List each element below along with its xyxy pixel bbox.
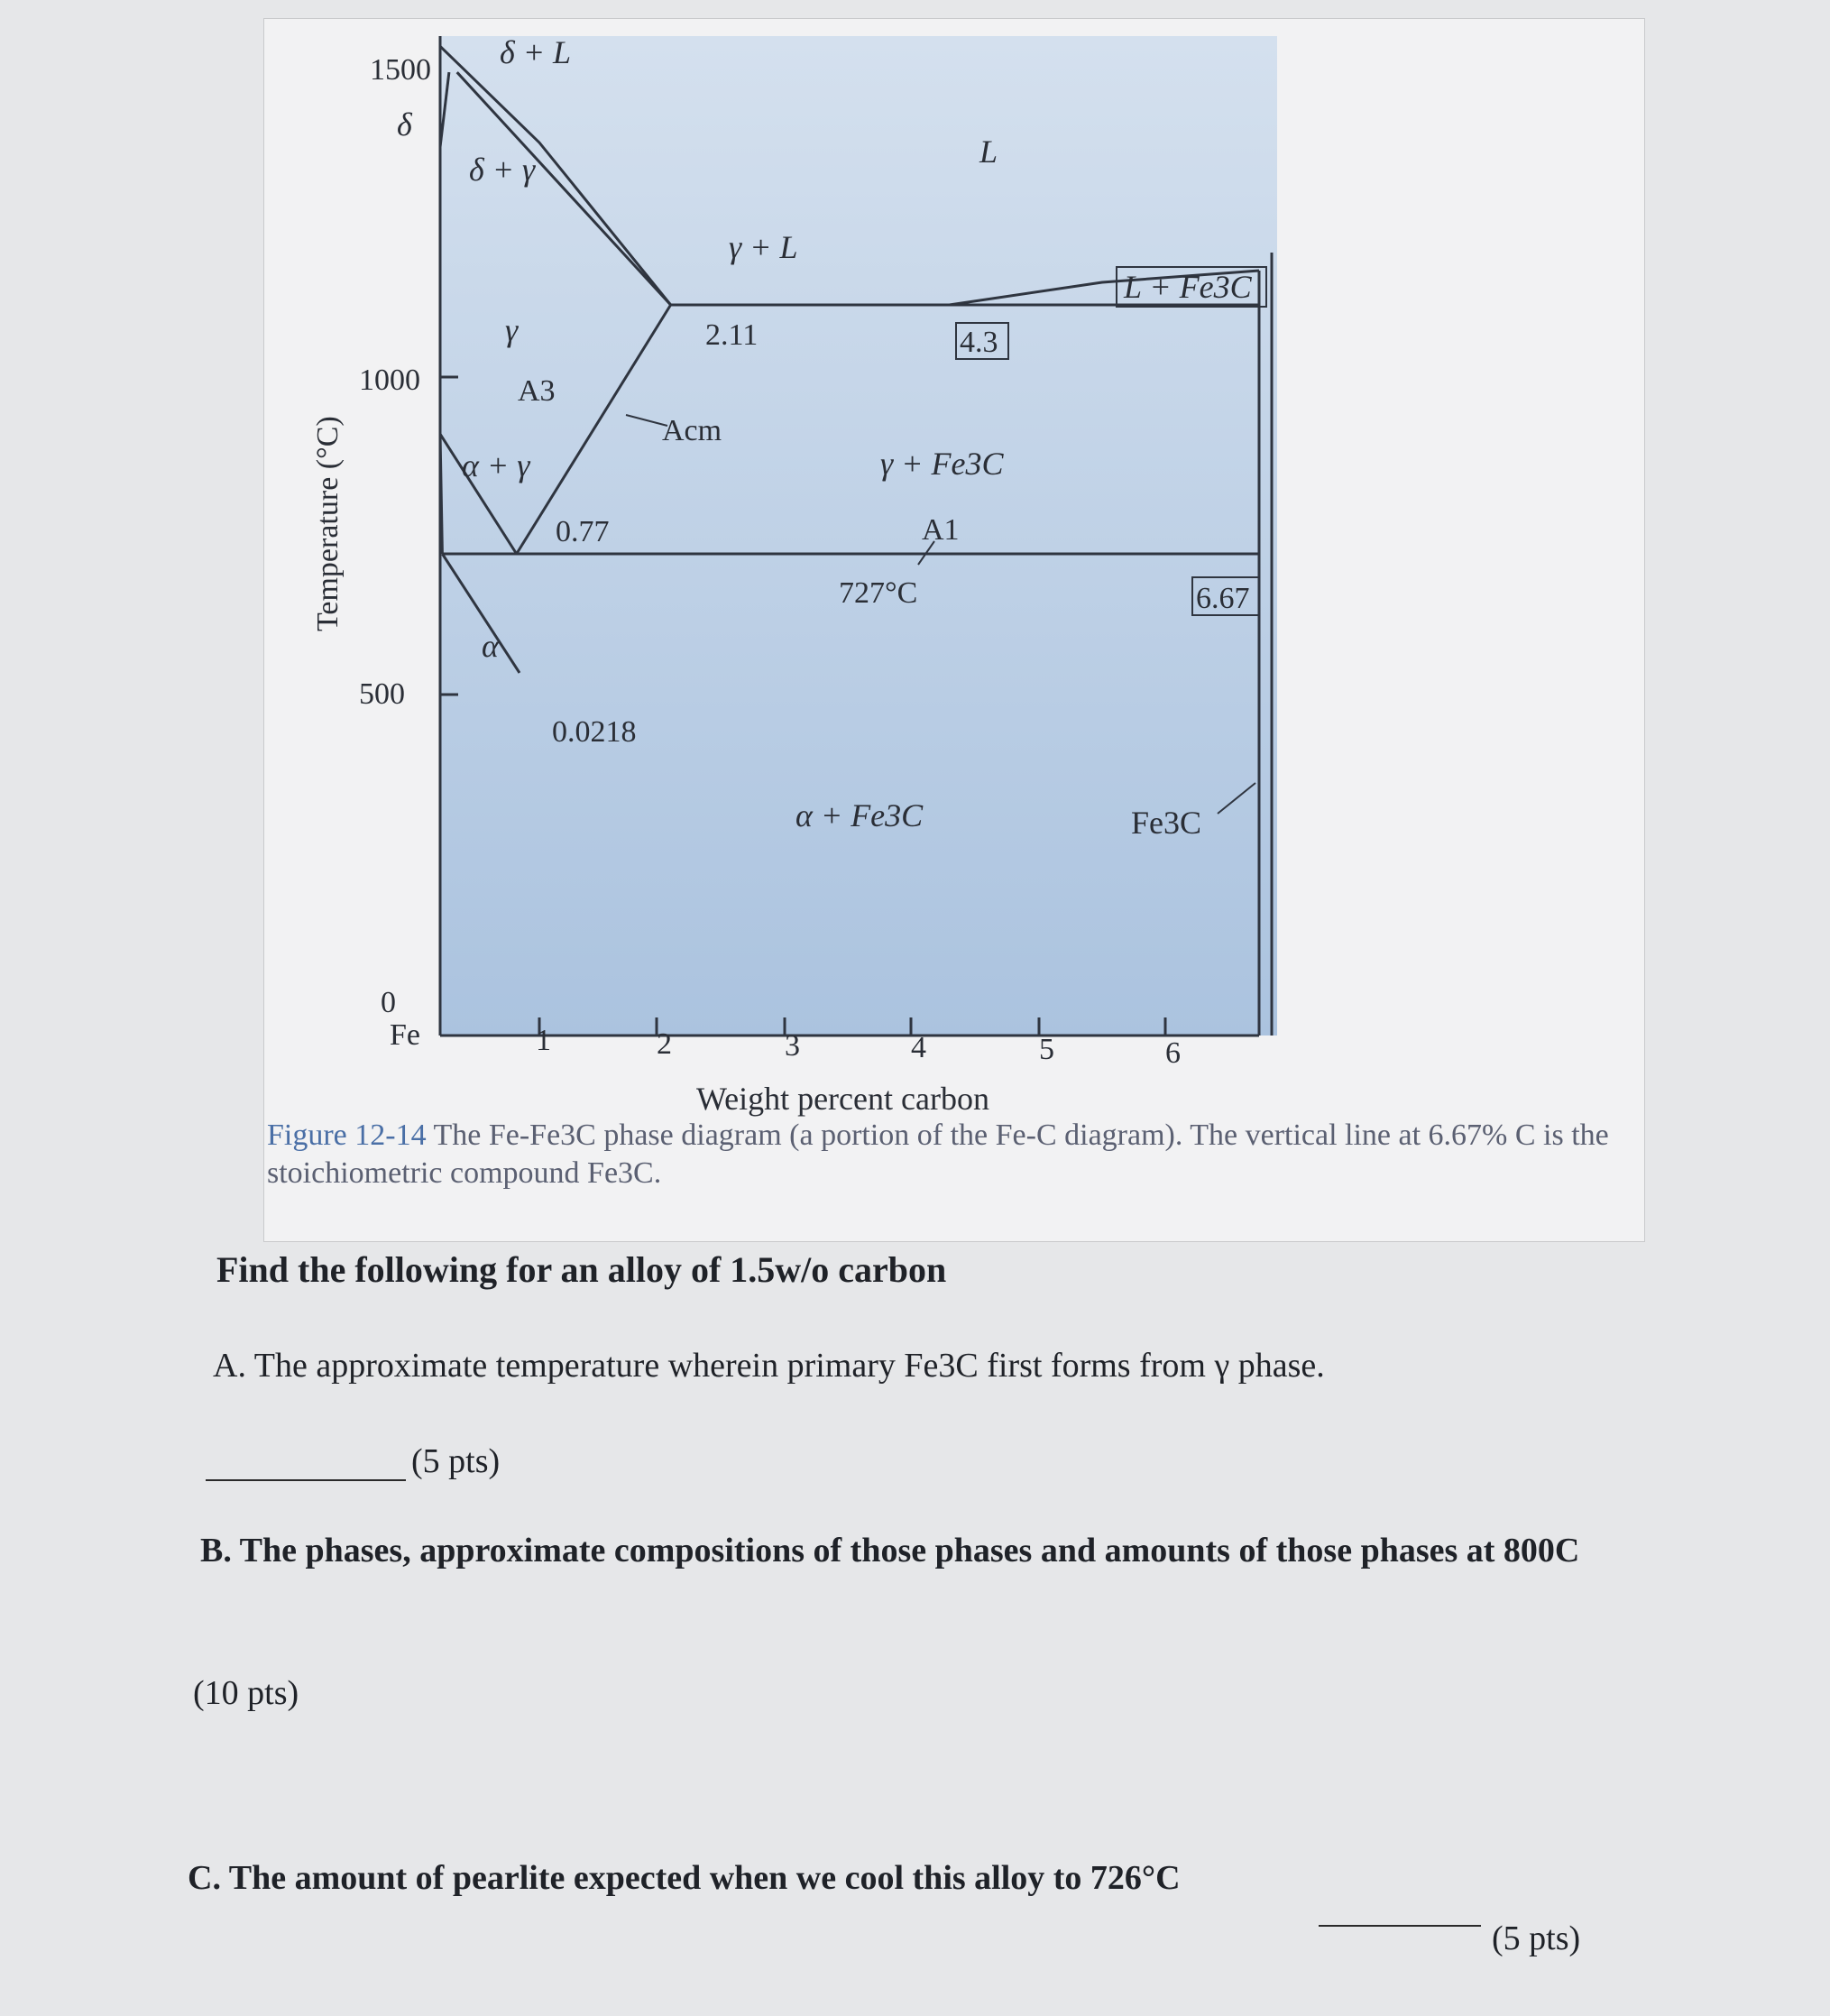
figure-caption [267, 1117, 1620, 1192]
label-alpha-plus-fe3c: α + Fe3C [795, 797, 924, 833]
question-a-points: (5 pts) [411, 1442, 501, 1480]
question-heading: Find the following for an alloy of 1.5w/o carbon [216, 1249, 947, 1290]
question-c-points: (5 pts) [1492, 1919, 1581, 1957]
y-tick-1500: 1500 [370, 53, 431, 87]
point-label-0-0218: 0.0218 [552, 715, 637, 749]
label-delta-plus-l: δ + L [500, 34, 572, 70]
label-gamma: γ [505, 312, 519, 348]
label-fe3c: Fe3C [1131, 805, 1202, 841]
x-tick-6: 6 [1165, 1036, 1181, 1070]
x-axis-title: Weight percent carbon [696, 1081, 989, 1117]
label-727c: 727°C [839, 576, 918, 610]
label-gamma-plus-l: γ + L [729, 229, 798, 265]
x-tick-3: 3 [785, 1029, 800, 1063]
label-l: L [979, 133, 998, 170]
y-tick-500: 500 [359, 677, 405, 711]
label-a3: A3 [518, 374, 556, 408]
point-label-6-67: 6.67 [1196, 582, 1250, 615]
answer-blank-c[interactable] [1319, 1925, 1481, 1927]
label-delta: δ [397, 106, 412, 143]
figure-number: Figure 12-14 [267, 1118, 427, 1152]
label-a1: A1 [922, 513, 960, 547]
label-l-plus-fe3c: L + Fe3C [1124, 269, 1252, 305]
x-tick-2: 2 [657, 1027, 672, 1061]
label-alpha-plus-gamma: α + γ [462, 447, 530, 483]
label-delta-plus-gamma: δ + γ [469, 152, 536, 188]
question-b-points: (10 pts) [193, 1674, 299, 1712]
question-b: B. The phases, approximate compositions of those phases and amounts of those phases at 800C [200, 1532, 1580, 1570]
label-acm: Acm [662, 414, 722, 447]
y-tick-1000: 1000 [359, 364, 420, 397]
x-tick-5: 5 [1039, 1033, 1054, 1066]
x-tick-fe: Fe [390, 1018, 420, 1052]
y-axis-title: Temperature (°C) [311, 416, 345, 631]
label-alpha: α [482, 628, 499, 664]
point-label-0-77: 0.77 [556, 515, 610, 548]
x-tick-1: 1 [536, 1024, 551, 1057]
point-label-2-11: 2.11 [705, 318, 759, 352]
question-a-answer-line [206, 1441, 500, 1481]
point-label-4-3: 4.3 [960, 326, 998, 359]
answer-blank-a[interactable] [206, 1479, 406, 1481]
label-gamma-plus-fe3c: γ + Fe3C [880, 446, 1004, 482]
x-tick-4: 4 [911, 1031, 926, 1064]
caption-text: The Fe-Fe3C phase diagram (a portion of the Fe-C diagram). The vertical line at 6.67% C is the stoichiometric compound Fe3C. [267, 1118, 1609, 1190]
question-c: C. The amount of pearlite expected when we cool this alloy to 726°C [188, 1859, 1181, 1897]
y-tick-0: 0 [381, 986, 396, 1019]
question-a: A. The approximate temperature wherein primary Fe3C first forms from γ phase. [213, 1347, 1325, 1385]
